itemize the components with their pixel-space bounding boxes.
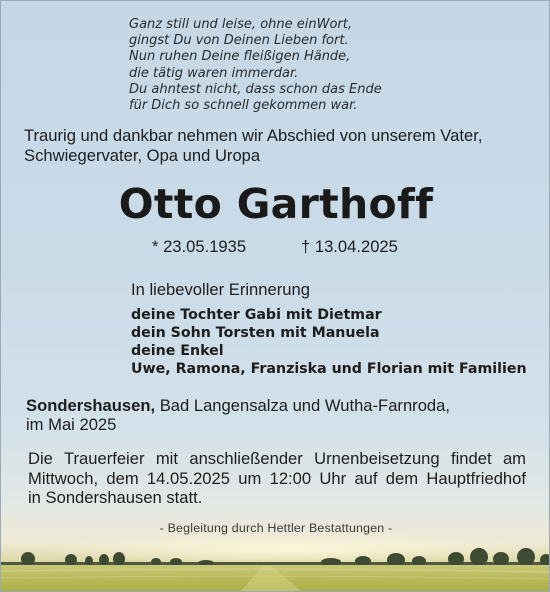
death-date: † 13.04.2025 — [301, 237, 398, 256]
service-line: Mittwoch, dem 14.05.2025 um 12:00 Uhr auf dem Hauptfriedhof — [28, 468, 526, 488]
place-city: Sondershausen, — [26, 396, 156, 415]
place-and-date — [26, 396, 450, 434]
service-line: Die Trauerfeier mit anschließender Urnenbeisetzung findet am — [28, 449, 526, 468]
family-line: deine Enkel — [131, 343, 224, 359]
poem-line: gingst Du von Deinen Lieben fort. — [129, 33, 349, 49]
undertaker-credit: - Begleitung durch Hettler Bestattungen - — [159, 521, 393, 535]
poem-line: für Dich so schnell gekommen war. — [129, 97, 358, 113]
family-list — [131, 306, 527, 378]
poem-line: Ganz still und leise, ohne einWort, — [129, 17, 352, 32]
family-line: deine Tochter Gabi mit Dietmar — [131, 307, 382, 323]
poem-line: die tätig waren immerdar. — [129, 65, 299, 81]
family-line: Uwe, Ramona, Franziska und Florian mit Familien — [131, 361, 527, 377]
memory-heading: In liebevoller Erinnerung — [131, 280, 310, 299]
poem — [129, 17, 382, 114]
service-line: in Sondershausen statt. — [28, 488, 203, 507]
farewell-intro — [24, 126, 482, 166]
intro-line: Schwiegervater, Opa und Uropa — [24, 146, 261, 165]
deceased-name: Otto Garthoff — [118, 180, 434, 228]
funeral-service-info — [28, 449, 526, 508]
poem-line: Du ahntest nicht, dass schon das Ende — [129, 81, 382, 97]
poem-line: Nun ruhen Deine fleißigen Hände, — [129, 49, 351, 65]
place-others: Bad Langensalza und Wutha-Farnroda, — [155, 396, 450, 415]
notice-date: im Mai 2025 — [26, 415, 117, 434]
field-landscape-image — [1, 531, 550, 591]
intro-line: Traurig und dankbar nehmen wir Abschied von unserem Vater, — [24, 126, 483, 145]
family-line: dein Sohn Torsten mit Manuela — [131, 325, 380, 341]
birth-date: * 23.05.1935 — [152, 237, 247, 256]
